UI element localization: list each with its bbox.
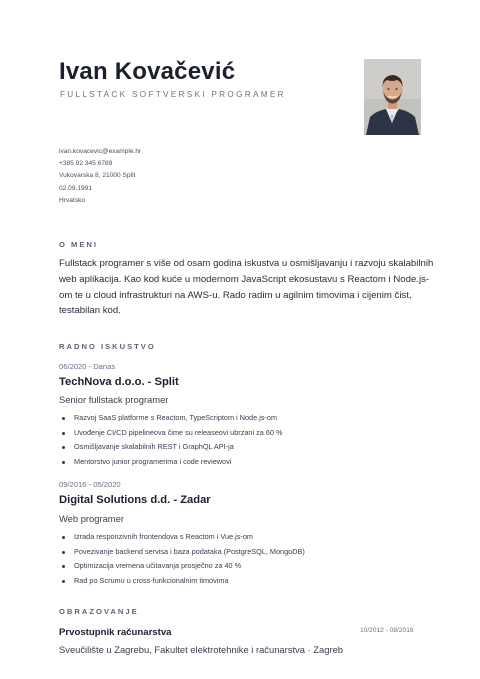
contact-birthdate: 02.09.1991 xyxy=(59,184,93,192)
profile-photo-image xyxy=(364,59,421,135)
list-item: Rad po Scrumu u cross-funkcionalnim timovima xyxy=(59,574,305,589)
contact-address: Vukovarska 8, 21000 Split xyxy=(59,172,136,180)
list-item: Osmišljavanje skalabilnih REST i GraphQL API-ja xyxy=(59,440,282,455)
list-item: Izrada responzivnih frontendova s Reactom i Vue.js-om xyxy=(59,530,305,545)
education-degree: Prvostupnik računarstva xyxy=(59,627,172,638)
candidate-name: Ivan Kovačević xyxy=(59,58,236,85)
about-heading: O MENI xyxy=(59,240,99,249)
job-title: FULLSTACK SOFTVERSKI PROGRAMER xyxy=(60,90,286,99)
job-date: 09/2016 - 05/2020 xyxy=(59,480,121,489)
job-date: 06/2020 - Danas xyxy=(59,362,116,371)
job-company: Digital Solutions d.d. - Zadar xyxy=(59,494,211,506)
contact-email[interactable]: ivan.kovacevic@example.hr xyxy=(59,148,142,155)
education-date: 10/2012 - 08/2016 xyxy=(360,627,414,634)
job-bullets xyxy=(59,530,305,589)
list-item: Uvođenje CI/CD pipelineova čime su releaseovi ubrzani za 60 % xyxy=(59,426,282,441)
experience-heading: RADNO ISKUSTVO xyxy=(59,342,156,351)
job-bullets xyxy=(59,411,282,470)
profile-photo xyxy=(364,59,421,135)
contact-country: Hrvatsko xyxy=(59,196,86,204)
list-item: Optimizacija vremena učitavanja prosječno za 40 % xyxy=(59,559,305,574)
list-item: Razvoj SaaS platforme s Reactom, TypeScriptom i Node.js-om xyxy=(59,411,282,426)
list-item: Povezivanje backend servisa i baza podataka (PostgreSQL, MongoDB) xyxy=(59,545,305,560)
contact-phone[interactable]: +385 92 345 6789 xyxy=(59,160,113,168)
job-role: Web programer xyxy=(59,513,124,524)
job-company: TechNova d.o.o. - Split xyxy=(59,376,179,388)
job-role: Senior fullstack programer xyxy=(59,394,169,405)
list-item: Mentorstvo junior programerima i code reviewovi xyxy=(59,455,282,470)
education-school: Sveučilište u Zagrebu, Fakultet elektrotehnike i računarstva · Zagreb xyxy=(59,644,343,655)
about-text: Fullstack programer s više od osam godina iskustva u osmišljavanju i razvoju skalabilnih web aplikacija. Kao kod kuće u modernom JavaScript ekosustavu s Reactom i Node.js-om te u cloud infrastrukturi na AWS-u. Rado radim u agilnim timovima i cijenim čist, testabilan kod. xyxy=(59,258,434,317)
education-heading: OBRAZOVANJE xyxy=(59,607,139,616)
contact-block xyxy=(59,146,141,207)
